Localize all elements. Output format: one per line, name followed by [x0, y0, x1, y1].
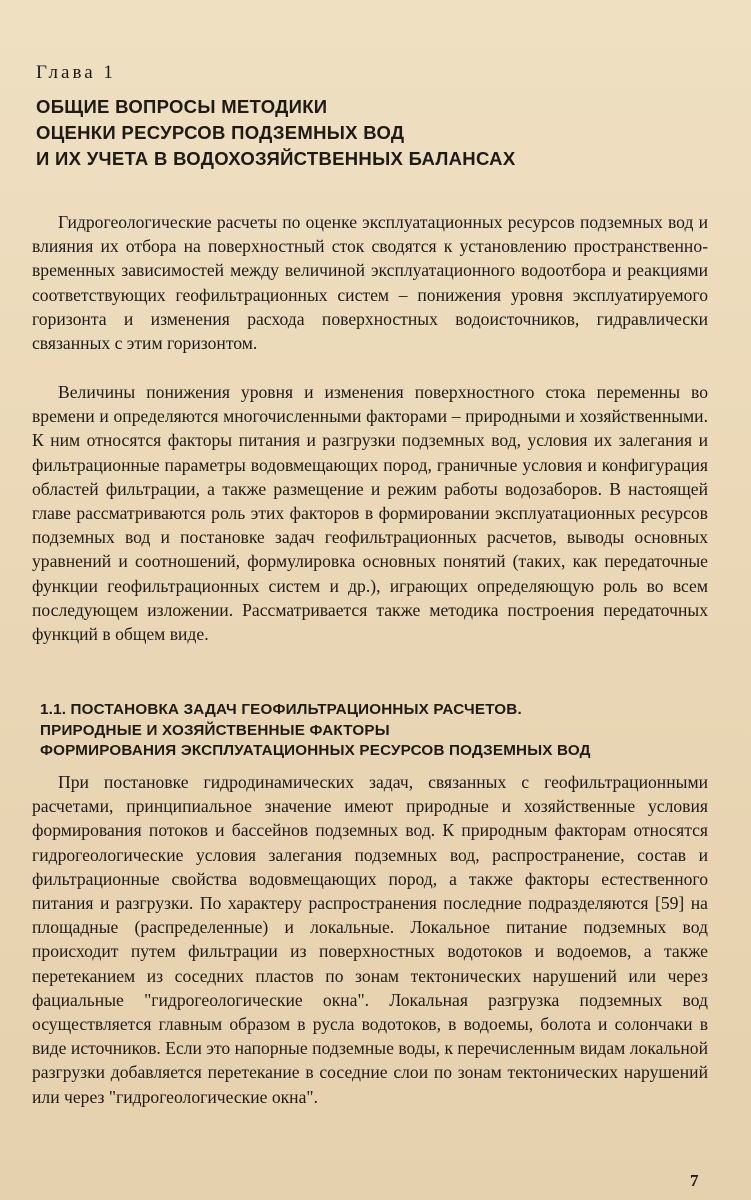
chapter-title-line: ОБЩИЕ ВОПРОСЫ МЕТОДИКИ: [36, 96, 328, 117]
chapter-title: [36, 94, 515, 172]
section-title: [40, 700, 591, 762]
section-paragraph: При постановке гидродинамических задач, связанных с геофильтрационными расчетами, принципиальное значение имеют природные и хозяйственные условия формирования потоков и бассейнов подземных вод. К природным факторам относятся гидрогеологические условия залегания подземных вод, распространение, состав и фильтрационные свойства водовмещающих пород, а также факторы естественного питания и разгрузки. По характеру распространения последние подразделяются [59] на площадные (распределенные) и локальные. Локальное питание подземных вод происходит путем фильтрации из поверхностных водотоков и водоемов, а также перетеканием из соседних пластов по зонам тектонических нарушений или через фациальные "гидрогеологические окна". Локальная разгрузка подземных вод осуществляется главным образом в русла водотоков, в водоемы, болота и солончаки в виде источников. Если это напорные подземные воды, к перечисленным видам локальной разгрузки добавляется перетекание в соседние слои по зонам тектонических нарушений или через "гидрогеологические окна".: [32, 772, 708, 1107]
chapter-title-line: ОЦЕНКИ РЕСУРСОВ ПОДЗЕМНЫХ ВОД: [36, 122, 405, 143]
body-paragraph-factors: Величины понижения уровня и изменения поверхностного стока переменны во времени и определяются многочисленными факторами – природными и хозяйственными. К ним относятся факторы питания и разгрузки подземных вод, условия их залегания и фильтрационные параметры водовмещающих пород, граничные условия и конфигурация областей фильтрации, а также размещение и режим работы водозаборов. В настоящей главе рассматриваются роль этих факторов в формировании эксплуатационных ресурсов подземных вод и постановке задач геофильтрационных расчетов, выводы основных уравнений и соотношений, формулировка основных понятий (таких, как передаточные функции геофильтрационных систем и др.), играющих определяющую роль во всем последующем изложении. Рассматривается также методика построения передаточных функций в общем виде.: [32, 382, 708, 645]
section-title-line: ФОРМИРОВАНИЯ ЭКСПЛУАТАЦИОННЫХ РЕСУРСОВ ПОДЗЕМНЫХ ВОД: [40, 742, 591, 759]
section-title-line: 1.1. ПОСТАНОВКА ЗАДАЧ ГЕОФИЛЬТРАЦИОННЫХ РАСЧЕТОВ.: [40, 701, 522, 718]
chapter-title-line: И ИХ УЧЕТА В ВОДОХОЗЯЙСТВЕННЫХ БАЛАНСАХ: [36, 148, 516, 169]
page-number: 7: [690, 1171, 699, 1190]
chapter-label: Глава 1: [36, 62, 116, 83]
section-title-line: ПРИРОДНЫЕ И ХОЗЯЙСТВЕННЫЕ ФАКТОРЫ: [40, 721, 390, 739]
body-paragraph-intro: Гидрогеологические расчеты по оценке эксплуатационных ресурсов подземных вод и влияния их отбора на поверхностный сток сводятся к установлению пространственно-временных зависимостей между величиной эксплуатационного водоотбора и реакциями соответствующих геофильтрационных систем – понижения уровня эксплуатируемого горизонта и изменения расхода поверхностных водоисточников, гидравлически связанных с этим горизонтом.: [32, 212, 708, 354]
